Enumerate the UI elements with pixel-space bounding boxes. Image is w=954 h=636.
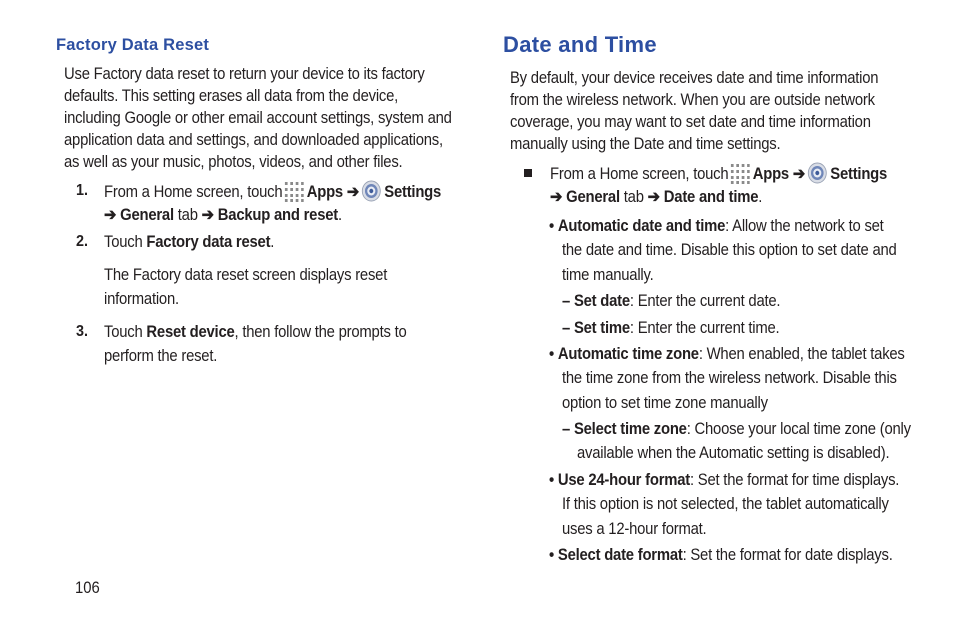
period: . xyxy=(270,233,275,251)
set-time-line xyxy=(562,317,779,339)
intro-line: including Google or other email account settings, system and xyxy=(64,109,452,127)
auto-date-line-3: time manually. xyxy=(562,266,654,284)
option-text: : Set the format for date displays. xyxy=(682,546,893,564)
tab-word: tab xyxy=(623,188,644,206)
auto-zone-line-1 xyxy=(549,343,905,365)
step-line-1 xyxy=(550,162,887,185)
dash: – xyxy=(562,420,571,438)
step-number: 3. xyxy=(76,323,89,340)
option-label: Set time xyxy=(573,319,630,337)
arrow: ➔ xyxy=(647,188,660,206)
use24-line-2: If this option is not selected, the tablet automatically xyxy=(562,495,889,513)
square-bullet xyxy=(524,169,532,177)
bullet: • xyxy=(549,471,554,489)
auto-zone-line-2: the time zone from the wireless network. Disable this xyxy=(562,369,897,387)
intro-line: as well as your music, photos, videos, and other files. xyxy=(64,153,403,171)
step-3-line-1 xyxy=(104,321,407,343)
step-2-line xyxy=(104,231,274,253)
period: . xyxy=(758,188,763,206)
step-2-note: information. xyxy=(104,290,179,308)
select-zone-line-1 xyxy=(562,418,911,440)
section-heading: Date and Time xyxy=(503,32,657,57)
step-text: From a Home screen, touch xyxy=(104,183,283,201)
arrow: ➔ xyxy=(201,206,214,224)
step-number: 2. xyxy=(76,233,89,250)
option-text: : Set the format for time displays. xyxy=(689,471,900,489)
option-text: : Enter the current time. xyxy=(629,319,780,337)
use24-line-1 xyxy=(549,469,899,491)
step-text: , then follow the prompts to xyxy=(234,323,407,341)
step-text: Touch xyxy=(104,233,143,251)
option-label: Select time zone xyxy=(573,420,687,438)
option-text: : Choose your local time zone (only xyxy=(686,420,911,438)
use24-line-3: uses a 12-hour format. xyxy=(562,520,707,538)
intro-line: By default, your device receives date and time information xyxy=(510,69,879,87)
auto-date-line-2: the date and time. Disable this option to set date and xyxy=(562,241,897,259)
apps-label: Apps xyxy=(752,165,789,183)
arrow: ➔ xyxy=(550,188,563,206)
option-label: Set date xyxy=(573,292,630,310)
select-zone-line-2: available when the Automatic setting is disabled). xyxy=(577,444,890,462)
dash: – xyxy=(562,292,571,310)
period: . xyxy=(337,206,342,224)
settings-gear-icon xyxy=(362,180,382,202)
bullet: • xyxy=(549,345,554,363)
set-date-line xyxy=(562,290,780,312)
step-text: From a Home screen, touch xyxy=(550,165,729,183)
date-and-time-label: Date and time xyxy=(663,188,759,206)
tab-word: tab xyxy=(177,206,198,224)
option-label: Use 24-hour format xyxy=(557,471,690,489)
settings-label: Settings xyxy=(830,165,888,183)
step-2-note: The Factory data reset screen displays reset xyxy=(104,266,388,284)
apps-grid-icon xyxy=(284,181,304,202)
intro-line: application data and settings, and downloaded applications, xyxy=(64,131,443,149)
option-text: : Enter the current date. xyxy=(629,292,781,310)
intro-line: Use Factory data reset to return your device to its factory xyxy=(64,65,425,83)
intro-line: coverage, you may want to set date and time information xyxy=(510,113,871,131)
apps-grid-icon xyxy=(730,163,750,184)
intro-line: defaults. This setting erases all data from the device, xyxy=(64,87,399,105)
section-heading: Factory Data Reset xyxy=(56,36,210,54)
intro-line: from the wireless network. When you are outside network xyxy=(510,91,875,109)
step-line-2 xyxy=(550,186,762,208)
step-3-line-2: perform the reset. xyxy=(104,347,218,365)
bullet: • xyxy=(549,217,554,235)
apps-label: Apps xyxy=(306,183,343,201)
option-label: Automatic time zone xyxy=(557,345,699,363)
backup-label: Backup and reset xyxy=(217,206,338,224)
step-number: 1. xyxy=(76,182,89,199)
option-text: : Allow the network to set xyxy=(725,217,884,235)
arrow: ➔ xyxy=(792,165,806,183)
auto-zone-line-3: option to set time zone manually xyxy=(562,394,768,412)
intro-line: manually using the Date and time settings. xyxy=(510,135,781,153)
settings-gear-icon xyxy=(808,162,828,184)
bullet: • xyxy=(549,546,554,564)
page-number: 106 xyxy=(75,579,100,597)
step-1-line-2 xyxy=(104,204,342,226)
general-label: General xyxy=(120,206,174,224)
step-1-line-1 xyxy=(104,180,441,203)
step-text: Touch xyxy=(104,323,143,341)
reset-device-label: Reset device xyxy=(146,323,235,341)
option-label: Select date format xyxy=(557,546,683,564)
dash: – xyxy=(562,319,571,337)
settings-label: Settings xyxy=(384,183,442,201)
general-label: General xyxy=(566,188,620,206)
factory-data-reset-label: Factory data reset xyxy=(146,233,271,251)
arrow: ➔ xyxy=(346,183,360,201)
auto-date-line-1 xyxy=(549,215,884,237)
option-text: : When enabled, the tablet takes xyxy=(698,345,905,363)
arrow: ➔ xyxy=(104,206,117,224)
option-label: Automatic date and time xyxy=(557,217,726,235)
date-format-line xyxy=(549,544,893,566)
